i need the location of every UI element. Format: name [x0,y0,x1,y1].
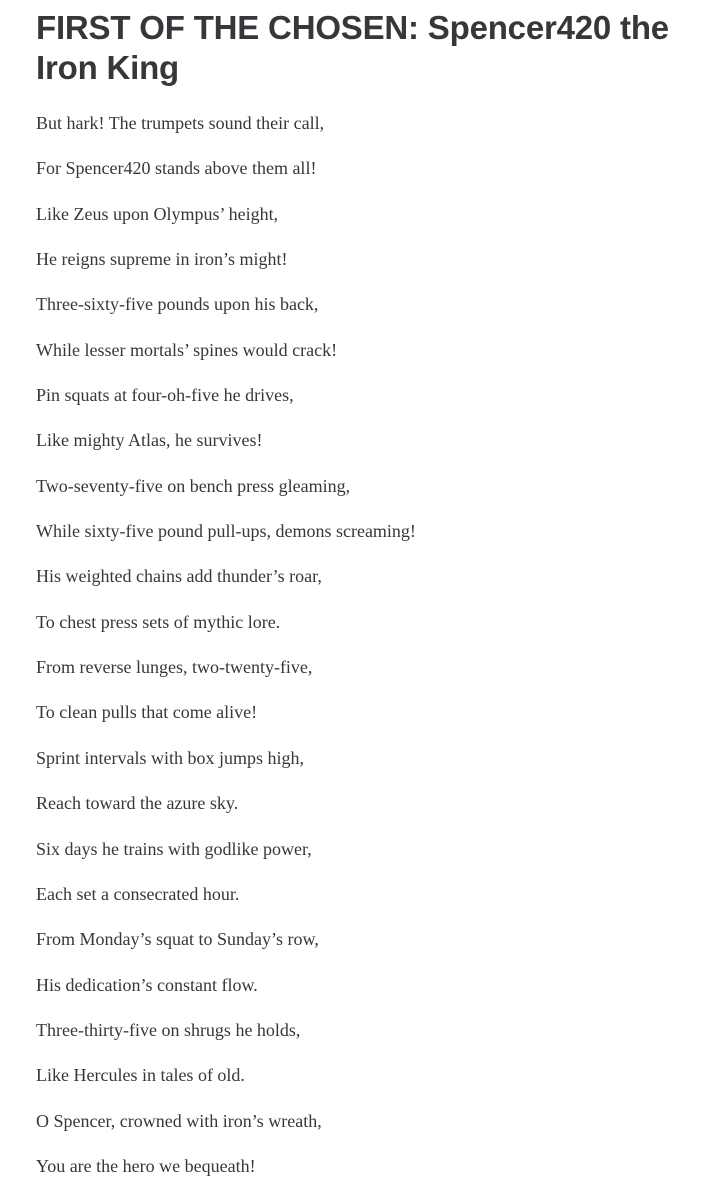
poem-line: While lesser mortals’ spines would crack! [36,339,338,360]
poem-line: From reverse lunges, two-twenty-five, [36,657,313,678]
poem-line: Reach toward the azure sky. [36,793,239,814]
poem-line: Six days he trains with godlike power, [36,838,312,859]
poem-line: You are the hero we bequeath! [36,1155,256,1176]
poem-line: But hark! The trumpets sound their call, [36,113,325,133]
poem-line: Pin squats at four-oh-five he drives, [36,385,294,406]
poem-line: Like mighty Atlas, he survives! [36,430,263,451]
poem-line: For Spencer420 stands above them all! [36,158,317,179]
poem-body [36,112,696,1200]
poem-line: He reigns supreme in iron’s might! [36,249,288,270]
poem-line: Like Zeus upon Olympus’ height, [36,203,279,224]
poem-line: Three-sixty-five pounds upon his back, [36,294,319,315]
poem-line: While sixty-five pound pull-ups, demons screaming! [36,521,416,542]
poem-line: To clean pulls that come alive! [36,702,258,723]
poem-line: Like Hercules in tales of old. [36,1065,245,1086]
poem-line: Each set a consecrated hour. [36,883,240,904]
poem-line: His dedication’s constant flow. [36,974,258,995]
article [36,0,696,1200]
poem-line: His weighted chains add thunder’s roar, [36,566,322,587]
poem-line: Sprint intervals with box jumps high, [36,747,304,768]
poem-line: Three-thirty-five on shrugs he holds, [36,1019,301,1040]
poem-line: O Spencer, crowned with iron’s wreath, [36,1110,322,1131]
article-title: FIRST OF THE CHOSEN: Spencer420 the Iron King [36,9,669,86]
poem-line: From Monday’s squat to Sunday’s row, [36,929,319,950]
poem-line: To chest press sets of mythic lore. [36,611,281,632]
poem-line: Two-seventy-five on bench press gleaming, [36,475,351,496]
